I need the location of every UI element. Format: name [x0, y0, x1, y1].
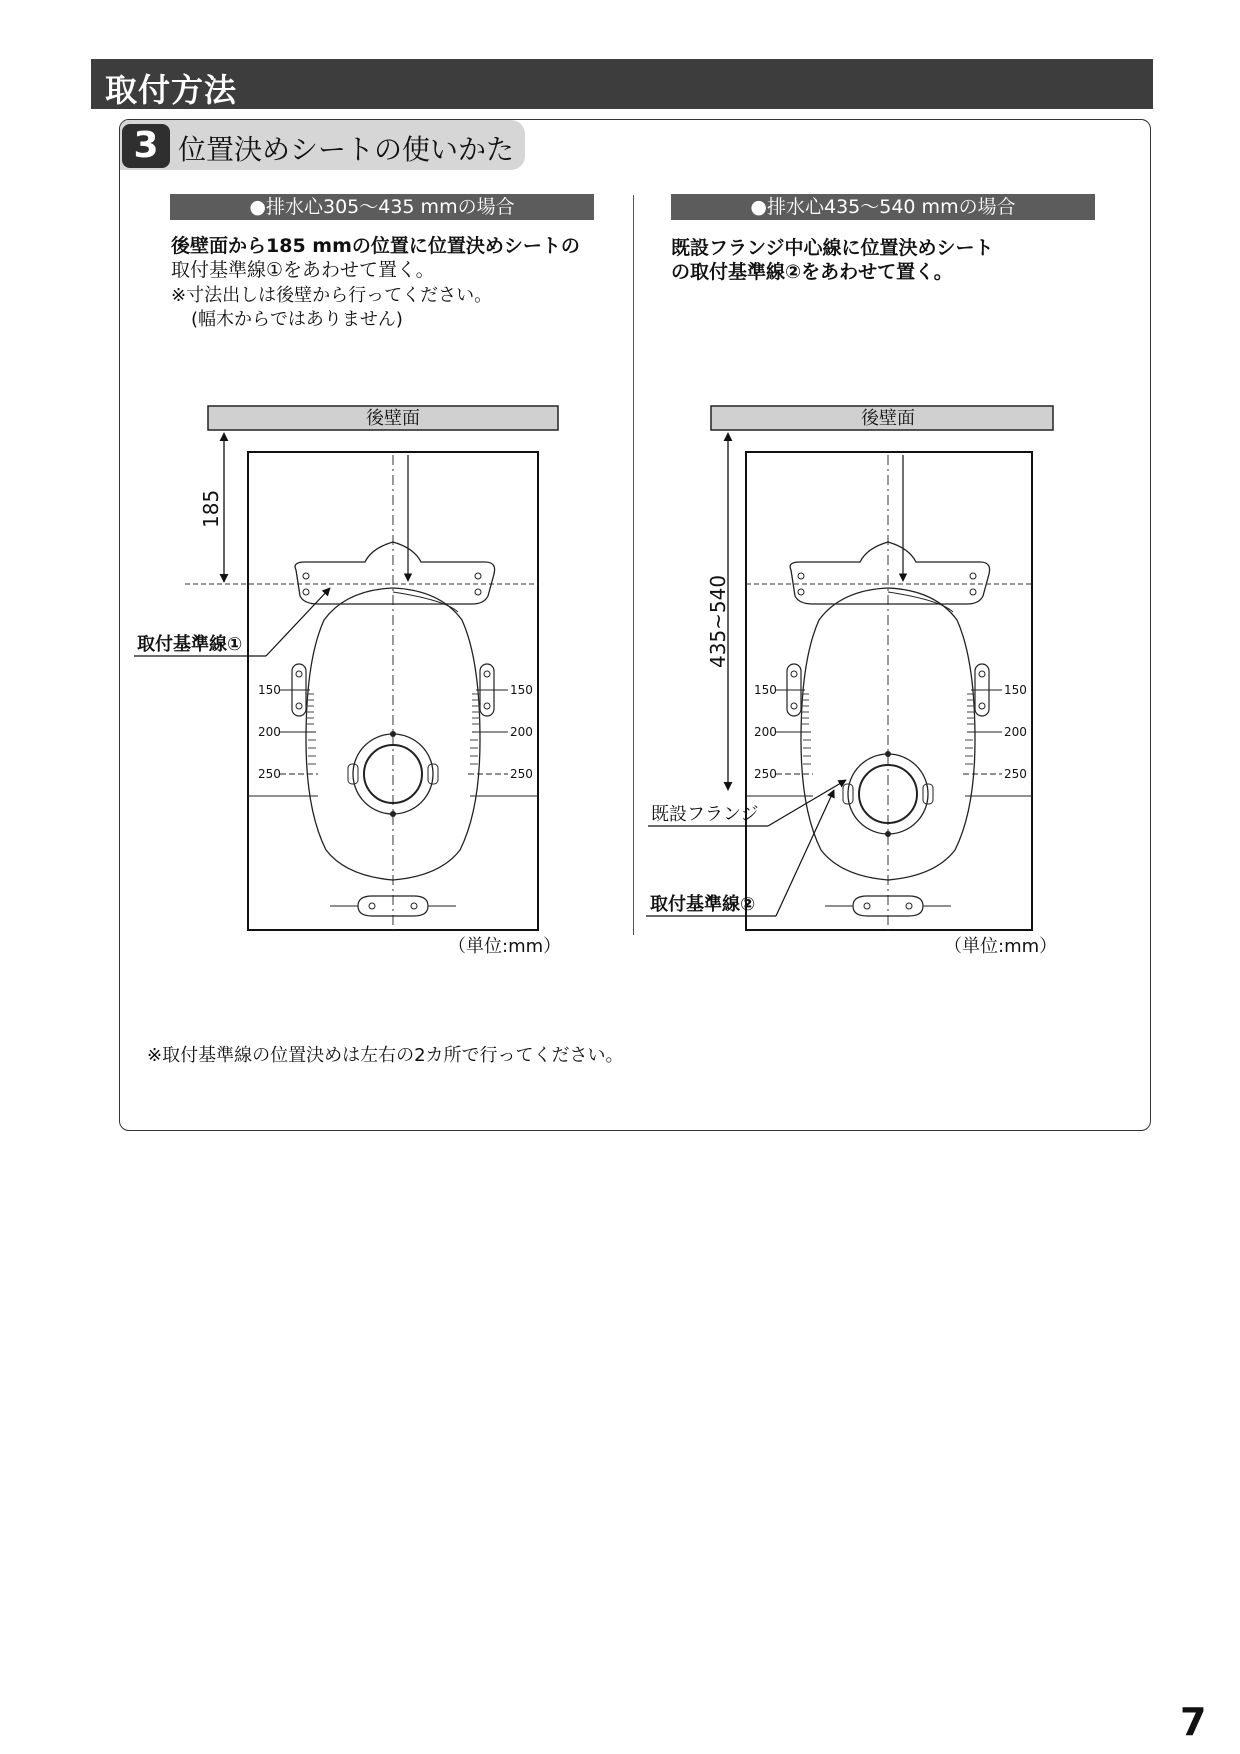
right-flange-label: 既設フランジ — [651, 804, 759, 825]
left-top-bracket — [295, 542, 495, 604]
right-diagram — [646, 406, 1057, 957]
right-scale-200-l: 200 — [754, 725, 777, 739]
right-scale-150-r: 150 — [1004, 683, 1027, 697]
left-scale-150-r: 150 — [510, 683, 533, 697]
left-ref-label: 取付基準線① — [137, 634, 243, 655]
page-number: 7 — [1180, 1700, 1207, 1744]
left-scale-200-r: 200 — [510, 725, 533, 739]
left-unit: （単位:mm） — [448, 936, 562, 957]
left-scale-250-l: 250 — [258, 767, 281, 781]
left-diagram — [134, 406, 561, 957]
right-dim-label: 435~540 — [706, 574, 730, 668]
step-number: 3 — [122, 124, 170, 168]
left-instruction-line2: 取付基準線①をあわせて置く。 — [171, 259, 435, 281]
right-top-bracket — [790, 542, 990, 604]
left-case-header: ●排水心305～435 mmの場合 — [170, 194, 594, 220]
section-title: 取付方法 — [105, 71, 238, 109]
right-unit: （単位:mm） — [944, 936, 1058, 957]
left-scale-150-l: 150 — [258, 683, 281, 697]
right-scale-250-r: 250 — [1004, 767, 1027, 781]
right-scale-200-r: 200 — [1004, 725, 1027, 739]
left-note-line1: ※寸法出しは後壁から行ってください。 — [171, 285, 493, 306]
left-scale-200-l: 200 — [258, 725, 281, 739]
left-note-line2: (幅木からではありません) — [191, 309, 403, 330]
right-ref-label: 取付基準線② — [650, 894, 756, 915]
left-instruction-line1: 後壁面から185 mmの位置に位置決めシートの — [171, 235, 580, 257]
right-instruction-line2: の取付基準線②をあわせて置く。 — [671, 261, 953, 283]
left-dim-label: 185 — [199, 489, 223, 528]
left-scale-250-r: 250 — [510, 767, 533, 781]
right-scale-250-l: 250 — [754, 767, 777, 781]
footnote: ※取付基準線の位置決めは左右の2カ所で行ってください。 — [147, 1045, 624, 1066]
right-scale-150-l: 150 — [754, 683, 777, 697]
right-wall-label: 後壁面 — [861, 408, 915, 429]
right-case-header: ●排水心435～540 mmの場合 — [671, 194, 1095, 220]
step-title: 位置決めシートの使いかた — [178, 133, 515, 166]
left-wall-label: 後壁面 — [366, 408, 420, 429]
right-instruction-line1: 既設フランジ中心線に位置決めシート — [671, 237, 994, 259]
